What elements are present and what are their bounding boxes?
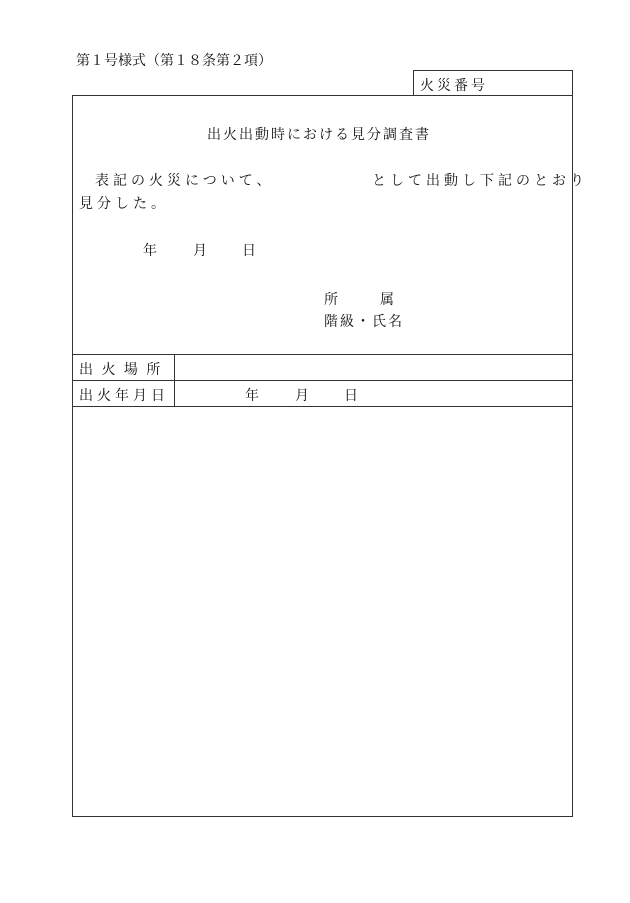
fire-date-year: 年: [245, 388, 259, 404]
fire-date-field[interactable]: [180, 383, 568, 403]
fire-location-field[interactable]: [180, 359, 568, 377]
fire-location-label: 出 火 場 所: [79, 362, 163, 378]
fire-date-day: 日: [344, 388, 358, 404]
body-text-line1-prefix: 表記の火災について、: [95, 173, 275, 189]
table-top-divider: [72, 354, 573, 355]
date-year-label: 年: [143, 243, 157, 259]
fire-number-box[interactable]: [413, 70, 573, 96]
investigation-details-area[interactable]: [74, 408, 571, 815]
body-text-line2: 見分した。: [79, 196, 169, 212]
body-text-line1-suffix: として出動し下記のとおり: [372, 173, 588, 189]
dispatch-role-field[interactable]: [263, 170, 363, 188]
fire-date-month: 月: [295, 388, 309, 404]
table-middle-divider: [72, 380, 573, 381]
date-day-label: 日: [242, 243, 256, 259]
date-month-label: 月: [193, 243, 207, 259]
fire-date-label: 出火年月日: [79, 388, 169, 404]
document-title: 出火出動時における見分調査書: [207, 127, 431, 143]
affiliation-label: 所 属: [324, 292, 394, 308]
table-bottom-divider: [72, 406, 573, 407]
table-column-divider: [174, 354, 175, 406]
form-number-label: 第１号様式（第１８条第２項）: [76, 53, 272, 69]
fire-number-label: 火災番号: [420, 78, 488, 94]
rank-name-label: 階級・氏名: [324, 314, 404, 330]
